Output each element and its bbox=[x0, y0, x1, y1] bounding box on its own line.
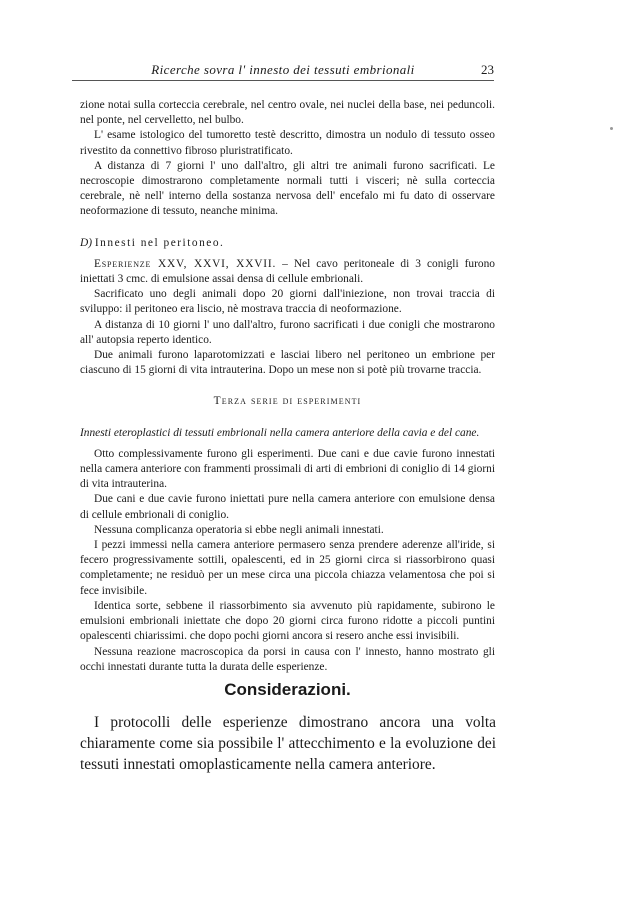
paragraph: A distanza di 10 giorni l' uno dall'altro, furono sacrificati i due conigli che mostrarono all' autopsia reperto identico. bbox=[80, 318, 495, 346]
section-heading: Considerazioni. bbox=[224, 680, 351, 699]
scan-speck bbox=[610, 127, 613, 130]
series-subtitle: Innesti eteroplastici di tessuti embrionali nella camera anteriore della cavia e del cane. bbox=[80, 426, 480, 439]
paragraph: zione notai sulla corteccia cerebrale, nel centro ovale, nei nuclei della base, nei peduncoli. nel ponte, nel cervelletto, nel bulbo. bbox=[80, 99, 495, 127]
paragraph: L' esame istologico del tumoretto testè descritto, dimostra un nodulo di tessuto osseo rivestito da connettivo fibroso pluristratificato. bbox=[80, 129, 495, 157]
paragraph: Due animali furono laparotomizzati e lasciai libero nel peritoneo un embrione per ciascuno di 15 giorni di vita intrauterina. Dopo un mese non si potè più trovarne traccia. bbox=[80, 349, 495, 377]
paragraph: Nessuna complicanza operatoria si ebbe negli animali innestati. bbox=[94, 523, 384, 536]
paragraph-text: – Nel cavo peritoneale di 3 conigli furono iniettati 3 cmc. di emulsione assai densa di cellule embrionali. bbox=[80, 257, 495, 286]
body-text bbox=[80, 98, 495, 675]
section-d-label: D) bbox=[80, 236, 93, 249]
paragraph: Identica sorte, sebbene il riassorbimento sia avvenuto più rapidamente, subirono le emulsioni embrionali iniettate che dopo 20 giorni circa furono ridotte a piccoli puntini opalescenti chiarissimi. che dopo pochi giorni ancora si resero anche essi invisibili. bbox=[80, 599, 495, 643]
series-title: Terza serie di esperimenti bbox=[213, 395, 362, 408]
header-rule bbox=[72, 80, 494, 81]
paragraph: Otto complessivamente furono gli esperimenti. Due cani e due cavie furono innestati nella camera anteriore con frammenti prossimali di arti di embrioni di coniglio di 14 giorni di vita intrauterina. bbox=[80, 447, 495, 491]
section-d-heading bbox=[80, 236, 495, 251]
section-d-title: Innesti nel peritoneo. bbox=[94, 236, 225, 249]
paragraph: I pezzi immessi nella camera anteriore permasero senza prendere aderenze all'iride, si fecero progressivamente sottili, opalescenti, ed in 25 giorni circa si riassorbirono quasi completamente; ne residuò per un mese circa una piccola chiazza velamentosa che poi si fece invisibile. bbox=[80, 539, 495, 597]
paragraph: Nessuna reazione macroscopica da porsi in causa con l' innesto, hanno mostrato gli occhi innestati durante tutta la durata delle esperienze. bbox=[80, 645, 495, 673]
page-header bbox=[72, 60, 494, 84]
conclusion-paragraph: I protocolli delle esperienze dimostrano ancora una volta chiaramente come sia possibile l' attecchimento e la evoluzione dei tessuti innestati omoplasticamente nella camera anteriore. bbox=[80, 714, 496, 773]
conclusion-text bbox=[80, 712, 496, 775]
running-title: Ricerche sovra l' innesto dei tessuti embrionali bbox=[151, 62, 415, 77]
page-number: 23 bbox=[481, 62, 494, 77]
paragraph bbox=[80, 257, 495, 287]
paragraph: Sacrificato uno degli animali dopo 20 giorni dall'iniezione, non trovai traccia di sviluppo: il peritoneo era liscio, nè mostrava traccia di neoformazione. bbox=[80, 288, 495, 316]
experiments-label: Esperienze XXV, XXVI, XXVII. bbox=[94, 257, 277, 270]
paragraph: A distanza di 7 giorni l' uno dall'altro, gli altri tre animali furono sacrificati. Le necroscopie dimostrarono completamente normali tutti i visceri; nè sulla corteccia cerebrale, nè nell' interno della sostanza nervosa dell' encefalo mi fu dato di osservare neoformazione di tessuto, neanche minima. bbox=[80, 159, 495, 218]
paragraph: Due cani e due cavie furono iniettati pure nella camera anteriore con emulsione densa di cellule embrionali di coniglio. bbox=[80, 493, 495, 521]
